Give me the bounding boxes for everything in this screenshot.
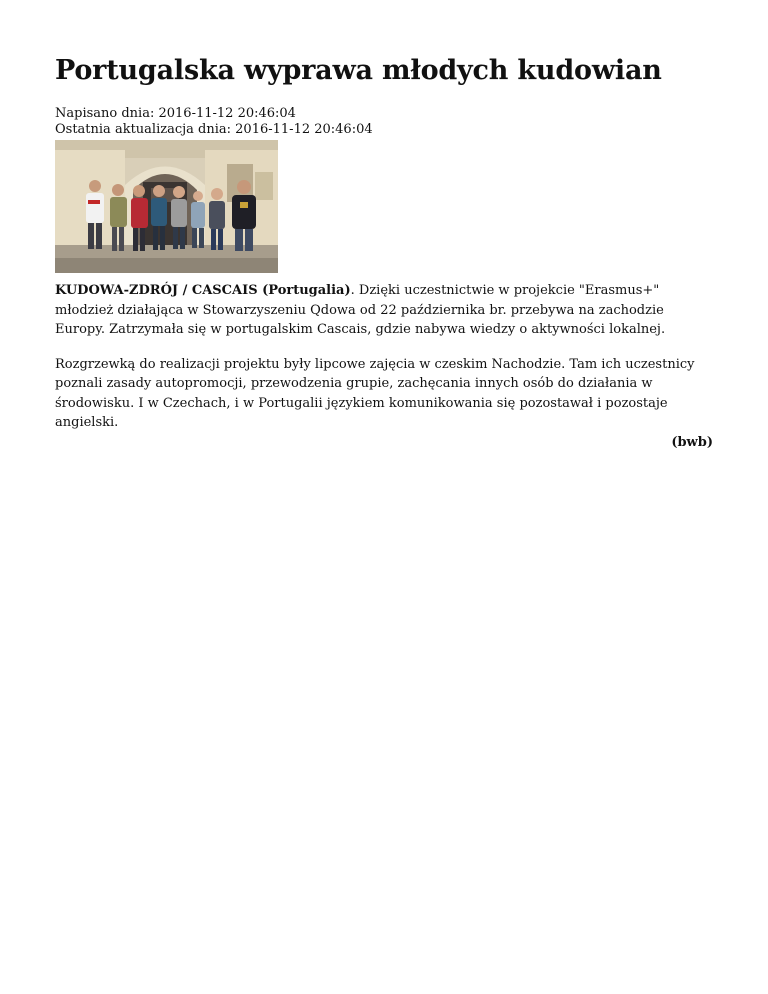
lead-location: KUDOWA-ZDRÓJ / CASCAIS (Portugalia) (55, 283, 351, 298)
updated-line (55, 122, 713, 138)
written-line (55, 106, 713, 122)
article-title: Portugalska wyprawa młodych kudowian (55, 55, 662, 86)
article (55, 52, 713, 452)
body-paragraph: Rozgrzewką do realizacji projektu były lipcowe zajęcia w czeskim Nachodzie. Tam ich uczestnicy poznali zasady autopromocji, przewodzenia grupie, zachęcania innych osób do działania w środowisku. I w Czechach, i w Portugalii językiem komunikowania się pozostawał i pozostaje angielski. (55, 356, 695, 430)
lead-paragraph (55, 281, 713, 340)
updated-label: Ostatnia aktualizacja dnia: (55, 122, 232, 137)
updated-date: 2016-11-12 20:46:04 (235, 122, 373, 137)
author-signature: (bwb) (671, 434, 713, 450)
article-meta (55, 106, 713, 138)
article-photo (55, 140, 278, 273)
lead-text: . Dzięki uczestnictwie w projekcie "Erasmus+" młodzież działająca w Stowarzyszeniu Qdowa od 22 października br. przebywa na zachodzie Europy. Zatrzymała się w portugalskim Cascais, gdzie nabywa wiedzy o aktywności lokalnej. (55, 283, 666, 337)
written-label: Napisano dnia: (55, 106, 155, 121)
written-date: 2016-11-12 20:46:04 (158, 106, 296, 121)
